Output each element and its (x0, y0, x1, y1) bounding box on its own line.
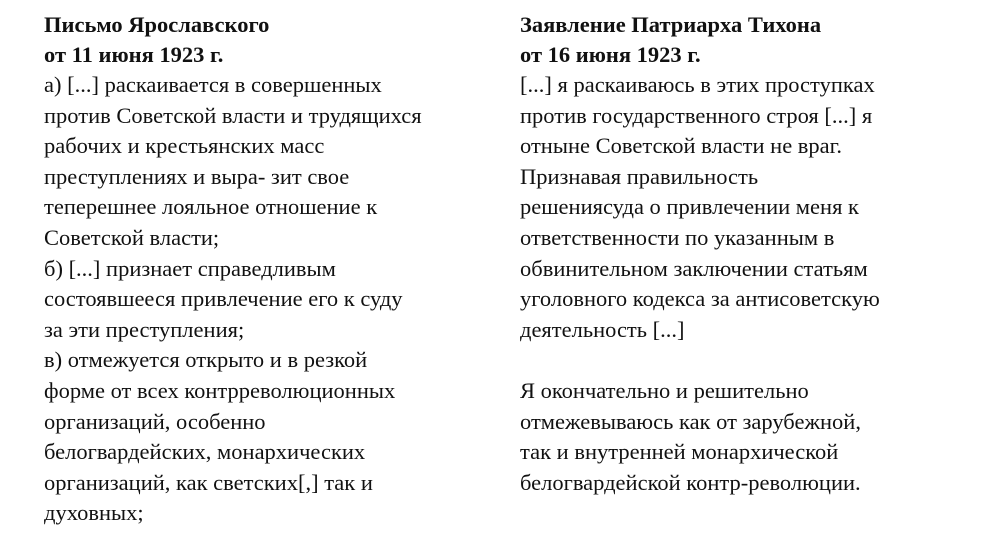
text-line: преступлениях и выра- зит свое (44, 163, 350, 189)
text-line: духовных; (44, 500, 144, 526)
right-column-tikhon-statement (520, 10, 980, 498)
text-line: отныне Советской власти не враг. (520, 133, 842, 159)
text-line: в) отмежуется открыто и в резкой (44, 347, 368, 373)
text-line: форме от всех контрреволюционных (44, 377, 396, 403)
right-column-heading (520, 10, 980, 70)
left-column-text (44, 70, 504, 529)
text-line: отмежевываюсь как от зарубежной, (520, 408, 861, 434)
paragraph-gap (520, 345, 980, 376)
text-line: белогвардейских, монархических (44, 439, 366, 465)
text-line: состоявшееся привлечение его к суду (44, 286, 403, 312)
text-line: обвинительном заключении статьям (520, 255, 868, 281)
text-line: ответственности по указанным в (520, 224, 835, 250)
right-heading-date: от 16 июня 1923 г. (520, 42, 701, 67)
left-column-heading (44, 10, 504, 70)
text-line: так и внутренней монархической (520, 439, 839, 465)
text-line: организаций, особенно (44, 408, 266, 434)
right-column-text (520, 70, 980, 498)
text-line: Признавая правильность (520, 163, 759, 189)
text-line: рабочих и крестьянских масс (44, 133, 325, 159)
text-line: организаций, как светских[,] так и (44, 469, 373, 495)
text-line: решениясуда о привлечении меня к (520, 194, 859, 220)
left-heading-date: от 11 июня 1923 г. (44, 42, 224, 67)
text-line: б) [...] признает справедливым (44, 255, 336, 281)
right-heading-line: Заявление Патриарха Тихона (520, 12, 822, 37)
text-line: против Советской власти и трудящихся (44, 102, 422, 128)
text-line: [...] я раскаиваюсь в этих проступках (520, 72, 875, 97)
text-line: за эти преступления; (44, 316, 245, 342)
text-line: Я окончательно и решительно (520, 377, 809, 403)
left-heading-line: Письмо Ярославского (44, 12, 270, 37)
text-line: уголовного кодекса за антисоветскую (520, 286, 880, 312)
cropped-top-text-line (0, 0, 1000, 1)
text-line: теперешнее лояльное отношение к (44, 194, 378, 220)
text-line: деятельность [...] (520, 316, 685, 342)
left-column-yaroslavsky-letter (44, 10, 504, 529)
text-line: белогвардейской контр-революции. (520, 469, 861, 495)
text-line: а) [...] раскаивается в совершенных (44, 72, 382, 97)
text-line: против государственного строя [...] я (520, 102, 873, 128)
text-line: Советской власти; (44, 224, 220, 250)
